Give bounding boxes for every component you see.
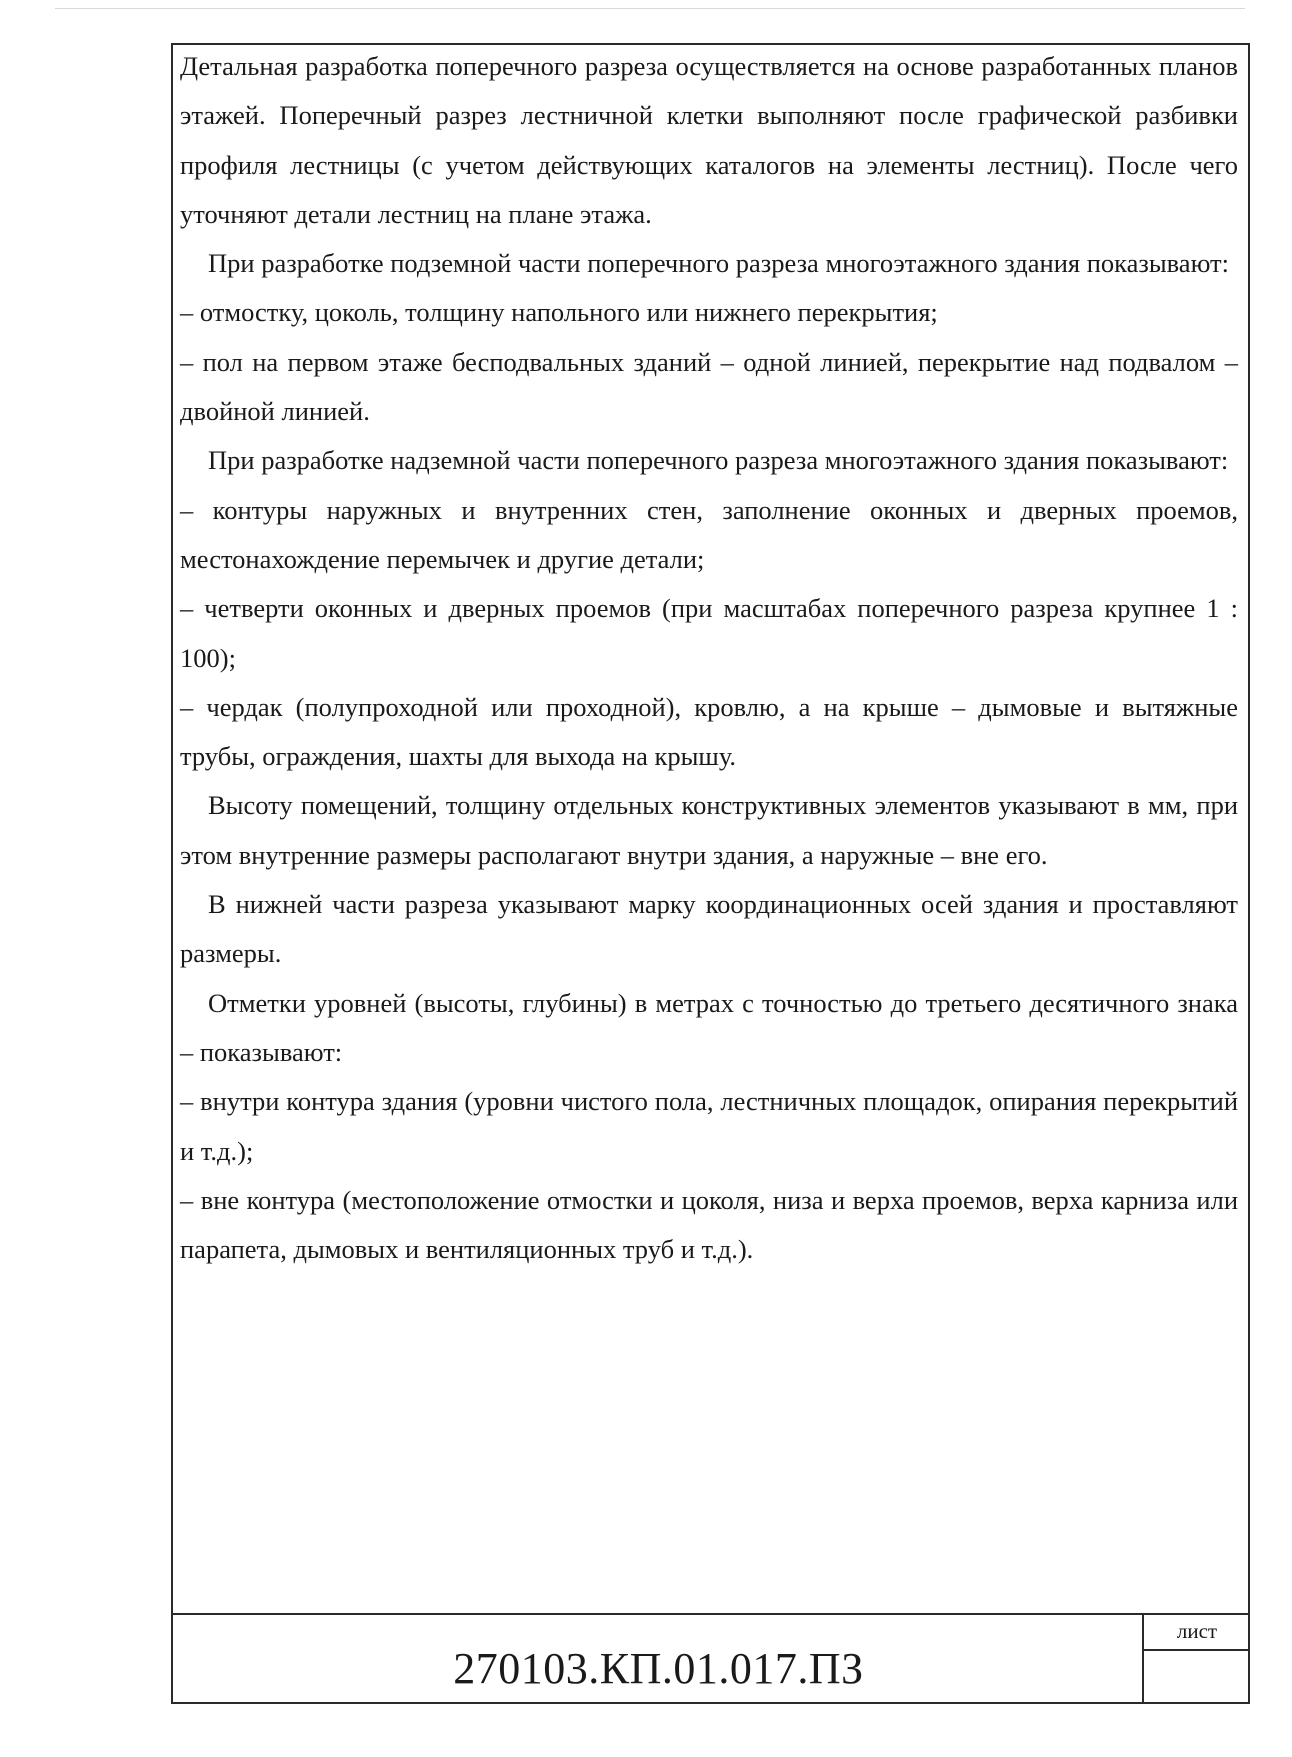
paragraph-room-heights: Высоту помещений, толщину отдельных конструктивных элементов указывают в мм, при этом внутренние размеры располагают внутри здания, а наружные – вне его.	[180, 790, 1238, 870]
sheet-number-cell	[1142, 1615, 1250, 1704]
paragraph-aboveground-heading: При разработке надземной части поперечного разреза многоэтажного здания показывают:	[208, 445, 1229, 476]
sheet-label: лист	[1176, 1619, 1218, 1643]
list-item-level-outside: – вне контура (местоположение отмостки и цоколя, низа и верха проемов, верха карниза или парапета, дымовых и вентиляционных труб и т.д.).	[180, 1184, 1238, 1265]
document-code: 270103.КП.01.017.ПЗ	[453, 1644, 864, 1693]
list-item-underground-2: – пол на первом этаже бесподвальных зданий – одной линией, перекрытие над подвалом – двойной линией.	[180, 346, 1238, 427]
list-item-underground-1: – отмостку, цоколь, толщину напольного или нижнего перекрытия;	[180, 297, 938, 328]
list-item-aboveground-2: – четверти оконных и дверных проемов (при масштабах поперечного разреза крупнее 1 : 100);	[180, 593, 1238, 673]
sheet-cell-divider	[1144, 1649, 1250, 1651]
list-item-aboveground-1: – контуры наружных и внутренних стен, заполнение оконных и дверных проемов, местонахождение перемычек и другие детали;	[180, 494, 1238, 574]
title-block-stamp	[171, 1613, 1250, 1704]
scan-edge-line	[55, 8, 1245, 9]
paragraph-intro: Детальная разработка поперечного разреза осуществляется на основе разработанных планов этажей. Поперечный разрез лестничной клетки выполняют после графической разбивки профиля лестницы (с учетом действующих каталогов на элементы лестниц). После чего уточняют детали лестниц на плане этажа.	[180, 51, 1238, 229]
list-item-level-inside: – внутри контура здания (уровни чистого пола, лестничных площадок, опирания перекрытий и т.д.);	[180, 1086, 1238, 1166]
document-body	[180, 42, 1238, 1274]
paragraph-level-marks: Отметки уровней (высоты, глубины) в метрах с точностью до третьего десятичного знака – показывают:	[180, 987, 1238, 1067]
paragraph-axes-marking: В нижней части разреза указывают марку координационных осей здания и проставляют размеры.	[180, 889, 1238, 969]
list-item-aboveground-3: – чердак (полупроходной или проходной), кровлю, а на крыше – дымовые и вытяжные трубы, ограждения, шахты для выхода на крышу.	[180, 691, 1238, 772]
paragraph-underground-heading: При разработке подземной части поперечного разреза многоэтажного здания показывают:	[208, 248, 1229, 279]
